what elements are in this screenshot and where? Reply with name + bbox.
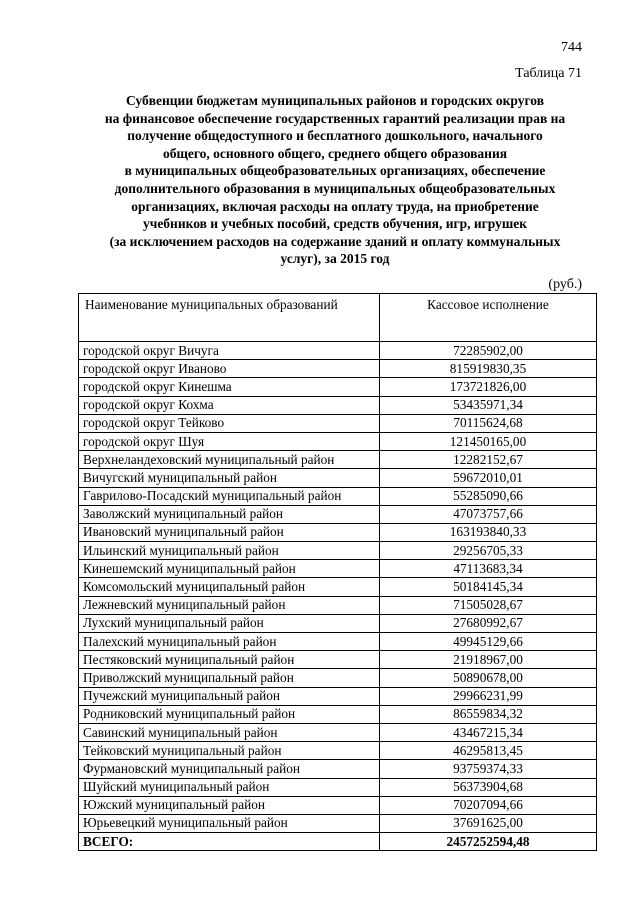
municipality-name: городской округ Кинешма [79,378,380,396]
municipality-name: Фурмановский муниципальный район [79,760,380,778]
table-row [79,687,597,705]
municipality-name: городской округ Тейково [79,414,380,432]
title-line: услуг), за 2015 год [280,251,390,267]
title-line: в муниципальных общеобразовательных организациях, обеспечение [124,163,546,179]
title-line: Субвенции бюджетам муниципальных районов и городских округов [125,93,545,108]
total-row [79,833,597,851]
amount-cell: 50890678,00 [380,669,597,687]
title-line: дополнительного образования в муниципальных общеобразовательных [114,180,556,196]
table-row [79,396,597,414]
municipality-name: Лежневский муниципальный район [79,596,380,614]
amount-cell: 86559834,32 [380,705,597,723]
amount-cell: 46295813,45 [380,742,597,760]
amount-cell: 71505028,67 [380,596,597,614]
table-row [79,487,597,505]
amount-cell: 29256705,33 [380,542,597,560]
title-line: общего, основного общего, среднего общего образования [162,145,508,161]
table-row [79,560,597,578]
municipality-name: Юрьевецкий муниципальный район [79,814,380,832]
table-row [79,378,597,396]
municipality-name: Савинский муниципальный район [79,723,380,741]
title-line: получение общедоступного и бесплатного дошкольного, начального [127,128,543,144]
municipality-name: городской округ Шуя [79,432,380,450]
amount-cell: 56373904,68 [380,778,597,796]
table-row [79,633,597,651]
table-label: Таблица 71 [515,66,582,81]
amount-cell: 173721826,00 [380,378,597,396]
amount-cell: 163193840,33 [380,523,597,541]
amount-cell: 93759374,33 [380,760,597,778]
municipality-name: Ивановский муниципальный район [79,523,380,541]
municipality-name: Пучежский муниципальный район [79,687,380,705]
table-row [79,760,597,778]
table-row [79,596,597,614]
amount-cell: 121450165,00 [380,432,597,450]
municipality-name: Верхнеландеховский муниципальный район [79,451,380,469]
total-label: ВСЕГО: [79,833,380,851]
table-row [79,451,597,469]
table-row [79,796,597,814]
municipality-name: Приволжский муниципальный район [79,669,380,687]
municipality-name: Родниковский муниципальный район [79,705,380,723]
municipality-name: Пестяковский муниципальный район [79,651,380,669]
amount-cell: 53435971,34 [380,396,597,414]
amount-cell: 21918967,00 [380,651,597,669]
amount-cell: 72285902,00 [380,342,597,360]
municipality-name: Южский муниципальный район [79,796,380,814]
total-amount: 2457252594,48 [380,833,597,851]
table-row [79,705,597,723]
table-header-row [79,294,597,342]
amount-cell: 47073757,66 [380,505,597,523]
municipality-name: Шуйский муниципальный район [79,778,380,796]
amount-cell: 27680992,67 [380,614,597,632]
table-row [79,542,597,560]
column-header-name: Наименование муниципальных образований [79,294,380,342]
municipality-name: Вичугский муниципальный район [79,469,380,487]
data-table [78,293,597,851]
municipality-name: Заволжский муниципальный район [79,505,380,523]
municipality-name: Гаврилово-Посадский муниципальный район [79,487,380,505]
table-row [79,578,597,596]
amount-cell: 12282152,67 [380,451,597,469]
table-row [79,778,597,796]
table-row [79,414,597,432]
table-row [79,523,597,541]
page-number: 744 [561,40,582,55]
table-row [79,360,597,378]
amount-cell: 47113683,34 [380,560,597,578]
municipality-name: Комсомольский муниципальный район [79,578,380,596]
municipality-name: Кинешемский муниципальный район [79,560,380,578]
amount-cell: 37691625,00 [380,814,597,832]
table-row [79,742,597,760]
municipality-name: городской округ Кохма [79,396,380,414]
amount-cell: 50184145,34 [380,578,597,596]
table-row [79,505,597,523]
table-row [79,723,597,741]
municipality-name: городской округ Иваново [79,360,380,378]
table-row [79,814,597,832]
municipality-name: Палехский муниципальный район [79,633,380,651]
municipality-name: городской округ Вичуга [79,342,380,360]
municipality-name: Лухский муниципальный район [79,614,380,632]
amount-cell: 43467215,34 [380,723,597,741]
table-row [79,469,597,487]
title-line: организациях, включая расходы на оплату труда, на приобретение [131,198,539,214]
amount-cell: 70115624,68 [380,414,597,432]
document-title [70,92,600,268]
amount-cell: 59672010,01 [380,469,597,487]
unit-label: (руб.) [548,277,582,292]
table-row [79,342,597,360]
amount-cell: 49945129,66 [380,633,597,651]
title-line: учебников и учебных пособий, средств обучения, игр, игрушек [142,216,528,232]
municipality-name: Ильинский муниципальный район [79,542,380,560]
title-line: на финансовое обеспечение государственных гарантий реализации прав на [104,110,566,126]
amount-cell: 815919830,35 [380,360,597,378]
title-line: (за исключением расходов на содержание зданий и оплату коммунальных [109,233,561,249]
column-header-amount: Кассовое исполнение [380,294,597,342]
table-row [79,432,597,450]
table-row [79,651,597,669]
amount-cell: 29966231,99 [380,687,597,705]
table-row [79,614,597,632]
amount-cell: 55285090,66 [380,487,597,505]
table-row [79,669,597,687]
municipality-name: Тейковский муниципальный район [79,742,380,760]
amount-cell: 70207094,66 [380,796,597,814]
